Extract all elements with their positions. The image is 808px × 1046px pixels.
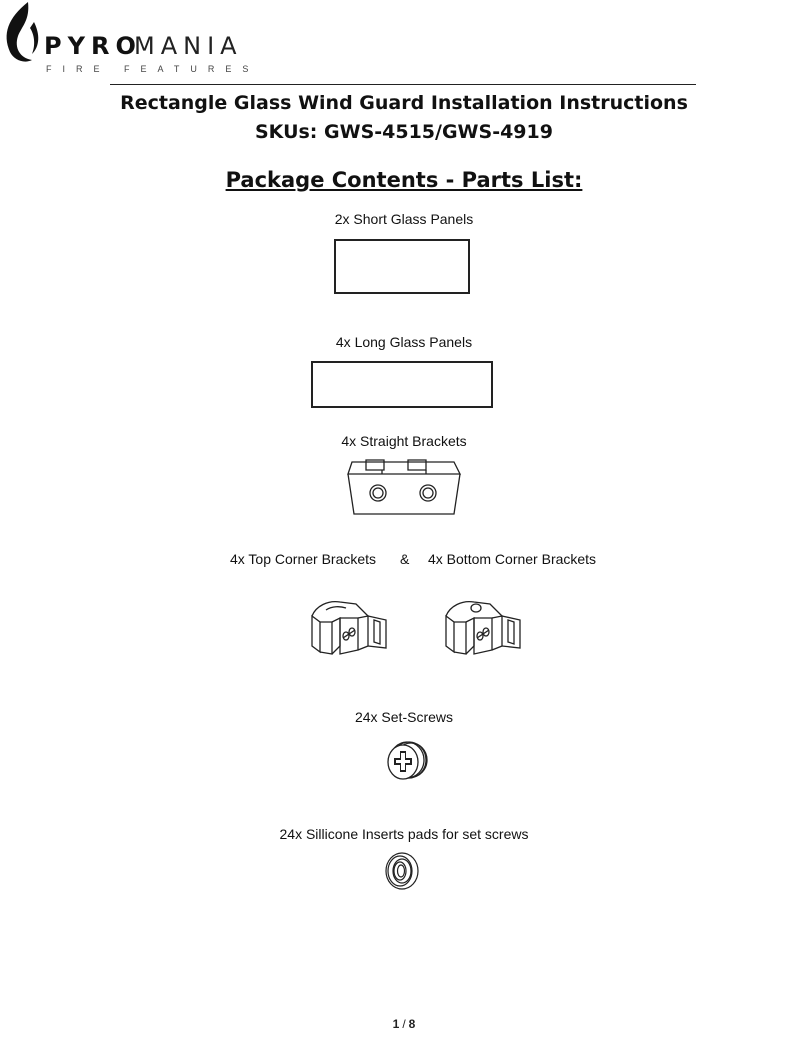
header-divider [110,84,696,85]
page-total: 8 [408,1017,416,1031]
flame-icon [0,0,44,68]
top-corner-bracket-illustration [306,596,392,660]
ampersand-label: & [400,551,410,567]
page-number [0,1017,808,1031]
section-heading: Package Contents - Parts List: [225,168,583,192]
set-screw-icon [381,738,429,784]
document-title: Rectangle Glass Wind Guard Installation Instructions [120,92,688,114]
page-current: 1 [392,1017,400,1031]
silicone-pads-label: 24x Sillicone Inserts pads for set screws [279,826,529,842]
brand-name-light: MANIA [134,32,243,60]
silicone-pad-icon [382,850,422,892]
document-subtitle-skus: SKUs: GWS-4515/GWS-4919 [255,121,553,143]
short-panels-label: 2x Short Glass Panels [334,211,474,227]
page-separator: / [402,1017,406,1031]
long-panels-label: 4x Long Glass Panels [335,334,473,350]
long-glass-panel-illustration [311,361,493,408]
straight-bracket-illustration [342,456,466,518]
short-glass-panel-illustration [334,239,470,294]
brand-name-bold: PYRO [44,32,142,60]
bottom-corner-bracket-illustration [440,596,526,660]
set-screws-label: 24x Set-Screws [354,709,454,725]
bottom-corner-brackets-label: 4x Bottom Corner Brackets [428,551,597,567]
brand-tagline: FIRE FEATURES [46,64,260,74]
top-corner-brackets-label: 4x Top Corner Brackets [230,551,377,567]
brand-logo [0,0,260,74]
straight-brackets-label: 4x Straight Brackets [341,433,467,449]
